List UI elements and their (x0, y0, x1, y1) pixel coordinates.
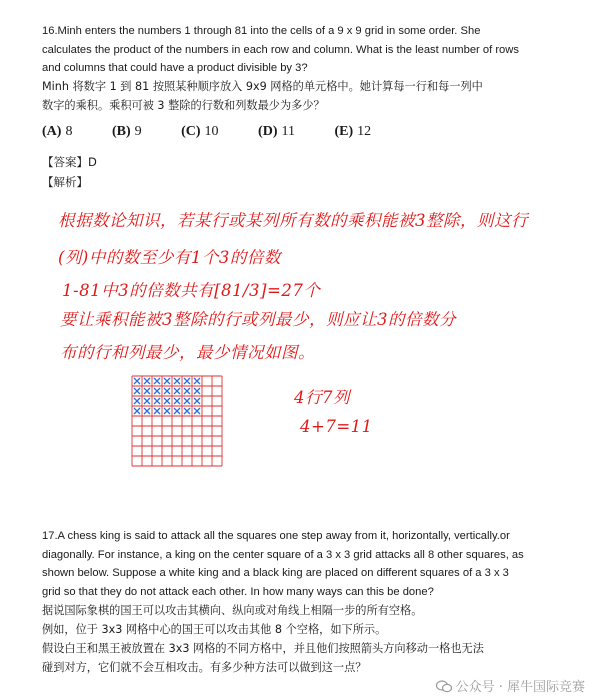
handwriting-line: 1-81中3的倍数共有[81/3]=27个 (62, 281, 321, 300)
choice-letter: (E) (334, 124, 354, 139)
grid-x-mark (154, 378, 160, 384)
q17-chinese-text (42, 601, 562, 677)
q17-zh-line: 例如，位于 3x3 网格中心的国王可以攻击其他 8 个空格，如下所示。 (42, 623, 387, 636)
grid-x-mark (144, 378, 150, 384)
analysis-label: 【解析】 (42, 175, 88, 189)
choice-letter: (D) (258, 124, 278, 139)
grid-x-mark (194, 398, 200, 404)
choice-value: 8 (65, 124, 73, 139)
q16-zh-line: 数字的乘积。乘积可被 3 整除的行数和列数最少为多少？ (42, 99, 325, 112)
q17-en-line: grid so that they do not attack each other. In how many ways can this be done? (42, 585, 434, 598)
wechat-icon (436, 680, 452, 693)
q16-en-line: 16.Minh enters the numbers 1 through 81 into the cells of a 9 x 9 grid in some order. She (42, 25, 481, 37)
q16-en-line: and columns that could have a product divisible by 3? (42, 62, 308, 74)
grid-x-mark (194, 408, 200, 414)
grid-x-mark (174, 378, 180, 384)
q17-en-line: diagonally. For instance, a king on the center square of a 3 x 3 grid attacks all 8 other squares, as (42, 548, 524, 561)
handwriting-side-note: 4+7=11 (300, 417, 373, 436)
grid-diagram (131, 375, 243, 472)
grid-x-mark (164, 408, 170, 414)
grid-x-mark (164, 398, 170, 404)
grid-x-mark (154, 398, 160, 404)
choice-letter: (B) (111, 124, 131, 139)
grid-x-mark (134, 388, 140, 394)
choice-d (258, 124, 313, 140)
grid-svg (131, 375, 243, 467)
grid-x-mark (174, 408, 180, 414)
grid-x-mark (134, 408, 140, 414)
handwriting-side-note: 4行7列 (294, 388, 350, 407)
grid-x-mark (184, 408, 190, 414)
grid-x-mark (144, 388, 150, 394)
choice-letter: (A) (42, 124, 62, 139)
choice-c (181, 124, 236, 140)
grid-x-mark (184, 378, 190, 384)
q16-chinese-text (42, 77, 562, 115)
grid-x-mark (154, 388, 160, 394)
grid-x-mark (134, 378, 140, 384)
grid-x-mark (164, 378, 170, 384)
watermark-text: 公众号 · 犀牛国际竞赛 (455, 680, 585, 695)
answer-label: 【答案】D (42, 155, 97, 169)
grid-x-mark (144, 398, 150, 404)
q17-en-line: 17.A chess king is said to attack all the squares one step away from it, horizontally, vertically.or (42, 530, 510, 542)
handwriting-line: (列)中的数至少有1个3的倍数 (58, 248, 281, 267)
grid-x-mark (164, 388, 170, 394)
choice-value: 11 (281, 124, 295, 139)
grid-x-mark (184, 398, 190, 404)
q16-en-line: calculates the product of the numbers in each row and column. What is the least number of rows (42, 43, 519, 56)
grid-x-mark (174, 388, 180, 394)
handwriting-line: 根据数论知识，若某行或某列所有数的乘积能被3整除，则这行 (58, 211, 528, 230)
watermark (436, 676, 585, 695)
grid-x-mark (144, 408, 150, 414)
choice-value: 9 (134, 124, 142, 139)
q16-zh-line: Minh 将数字 1 到 81 按照某种顺序放入 9x9 网格的单元格中。她计算每一行和每一列中 (42, 80, 483, 93)
q17-zh-line: 假设白王和黑王被放置在 3x3 网格的不同方格中，并且他们按照箭头方向移动一格也无法 (42, 642, 484, 655)
choice-a (42, 124, 90, 140)
q17-english-text (42, 527, 562, 601)
choice-letter: (C) (181, 124, 201, 139)
q16-choices (42, 124, 407, 140)
q17-en-line: shown below. Suppose a white king and a black king are placed on different squares of a 3 x 3 (42, 567, 509, 579)
handwriting-line: 布的行和列最少，最少情况如图。 (60, 343, 315, 362)
grid-x-mark (194, 388, 200, 394)
q17-zh-line: 碰到对方，它们就不会互相攻击。有多少种方法可以做到这一点？ (42, 661, 367, 674)
choice-b (112, 124, 160, 140)
choice-value: 10 (204, 124, 219, 139)
grid-x-mark (134, 398, 140, 404)
grid-x-mark (174, 398, 180, 404)
q16-english-text (42, 22, 562, 78)
choice-e (334, 124, 389, 140)
choice-value: 12 (357, 124, 372, 139)
handwriting-line: 要让乘积能被3整除的行或列最少，则应让3的倍数分 (60, 310, 456, 329)
grid-x-mark (194, 378, 200, 384)
grid-x-mark (184, 388, 190, 394)
grid-x-mark (154, 408, 160, 414)
q17-zh-line: 据说国际象棋的国王可以攻击其横向、纵向或对角线上相隔一步的所有空格。 (42, 604, 423, 617)
